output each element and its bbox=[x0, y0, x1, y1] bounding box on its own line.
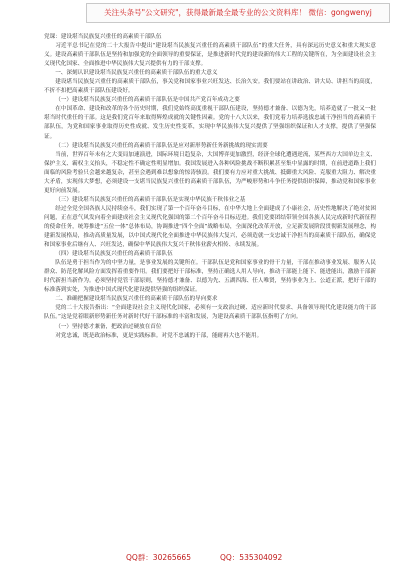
paragraph: 二、准确把握建设堪当民族复兴重任的高素质干部队伍的导向要求 bbox=[55, 296, 218, 303]
paragraph: 对党忠诚，既是政治标准，更是实践标准。对党不忠诚的干部，能耐再大也不能用。 bbox=[55, 332, 263, 339]
footer-qq: QQ：535304092 bbox=[220, 553, 283, 562]
header-banner: 关注头条号"公文研究"，获得最新最全最专业的公文资料库！ 微信：gongwenyj bbox=[86, 3, 390, 23]
footer bbox=[0, 552, 408, 566]
paragraph: 在中国革命、建设和改革的各个历史时期，我们党始终高度重视干部队伍建设，坚持德才兼备、以德为先，培养造就了一批又一批堪当时代重任的干部。这是我们党百年来取得辉煌成就的关键性因素。党的十八大以来，我们党着力培养选拔忠诚干净担当的高素质干部队伍，为党和国家事业取得历史性成就、发生历史性变革，实现中华民族伟大复兴提供了坚强组织保证和人才支撑，提供了坚强保证。 bbox=[44, 106, 376, 140]
paragraph: 当前，世界百年未有之大变局加速演进，国际环境日趋复杂，大国博弈更加激烈，经济全球化遭遇逆流，某些西方大国单边主义、保护主义、霸权主义抬头，不稳定性不确定性明显增加。我国发展进入各种风险挑战不断积累甚至集中显露的时期，在前进道路上我们面临的风险考验只会越来越复杂，甚至会遇到难以想象的惊涛骇浪。我们要有力应对重大挑战、抵御重大风险、克服重大阻力、解决重大矛盾，实现伟大梦想，必须建设一支堪当民族复兴重任的高素质干部队伍，为严峻形势和斗争任务提供组织保障，推动党和国家事业更好向前发展。 bbox=[44, 151, 376, 194]
paragraph: （一）建设堪当民族复兴重任的高素质干部队伍是中国共产党百年成功之要 bbox=[55, 97, 240, 104]
paragraph: 经过全党全国各族人民持续奋斗，我们实现了第一个百年奋斗目标，在中华大地上全面建成了小康社会，历史性地解决了绝对贫困问题，正在意气风发向着全面建成社会主义现代化强国的第二个百年奋斗目标迈进。我们党要团结带领全国各族人民完成新时代新征程的使命任务，统筹推进“五位一体”总体布局，协调推进“四个全面”战略布局，全面深化改革开放，立足新发展阶段贯彻新发展理念，构建新发展格局，推动高质量发展，以中国式现代化全面推进中华民族伟大复兴，必须造就一支忠诚干净担当的高素质干部队伍，确保党和国家事业后继有人、兴旺发达，确保中华民族伟大复兴千秋伟业薪火相传、永续发展。 bbox=[44, 205, 376, 249]
paragraph: 党的二十大报告指出：“全面建设社会主义现代化国家，必须有一支政治过硬、适应新时代要求、具备领导现代化建设能力的干部队伍。”这是党着眼新形势新任务对新时代好干部标准的丰富和发展，为建设高素质干部队伍指明了方向。 bbox=[44, 305, 376, 321]
paragraph: （三）建设堪当民族复兴重任的高素质干部队伍是实现中华民族千秋伟业之基 bbox=[55, 196, 246, 203]
paragraph: （一）坚持德才兼备，把政治过硬放在首位 bbox=[55, 323, 162, 330]
footer-qq-group: QQ群：30265665 bbox=[126, 553, 191, 562]
paragraph: 一、深刻认识建设堪当民族复兴重任的高素质干部队伍的重大意义 bbox=[55, 70, 218, 77]
paragraph: （四）建设堪当民族复兴重任的高素质干部队伍 bbox=[55, 251, 173, 258]
paragraph: （二）建设堪当民族复兴重任的高素质干部队伍是应对新形势新任务新挑战的现实需要 bbox=[55, 142, 268, 149]
paragraph: 队伍是勇于担当作为的中坚力量，是事业发展的关键所在。干部队伍是党和国家事业的骨干力量，干部在推动事业发展、服务人民群众、防范化解风险方面发挥着重要作用。我们要把好干部标准，坚持正确选人用人导向，推动干部能上能下、能进能出，激励干部新时代新担当新作为。必须坚持党管干部原则，坚持德才兼备、以德为先、五湖四海、任人唯贤，坚持事业为上、公道正派，把好干部的标准落到实处，为推进中国式现代化建设提供坚强的组织保证。 bbox=[44, 260, 376, 294]
paragraph: 党课：建设堪当民族复兴重任的高素质干部队伍 bbox=[44, 34, 162, 40]
paragraph: 建设堪当民族复兴重任的高素质干部队伍，事关党和国家事业兴旺发达、长治久安。我们要站在讲政治、讲大局、讲担当的高度，不折不扣把高素质干部队伍建设好。 bbox=[44, 79, 376, 95]
document-body bbox=[44, 33, 376, 341]
paragraph: 习近平总书记在党的二十大报告中提出“建设堪当民族复兴重任的高素质干部队伍”的重大任务，具有深远历史意义和重大现实意义。建设高素质干部队伍是坚持和加强党的全面领导的重要保证，是推进新时代党的建设新的伟大工程的关键所在，为全面建设社会主义现代化国家、全面推进中华民族伟大复兴提供有力的干部支撑。 bbox=[44, 43, 376, 68]
